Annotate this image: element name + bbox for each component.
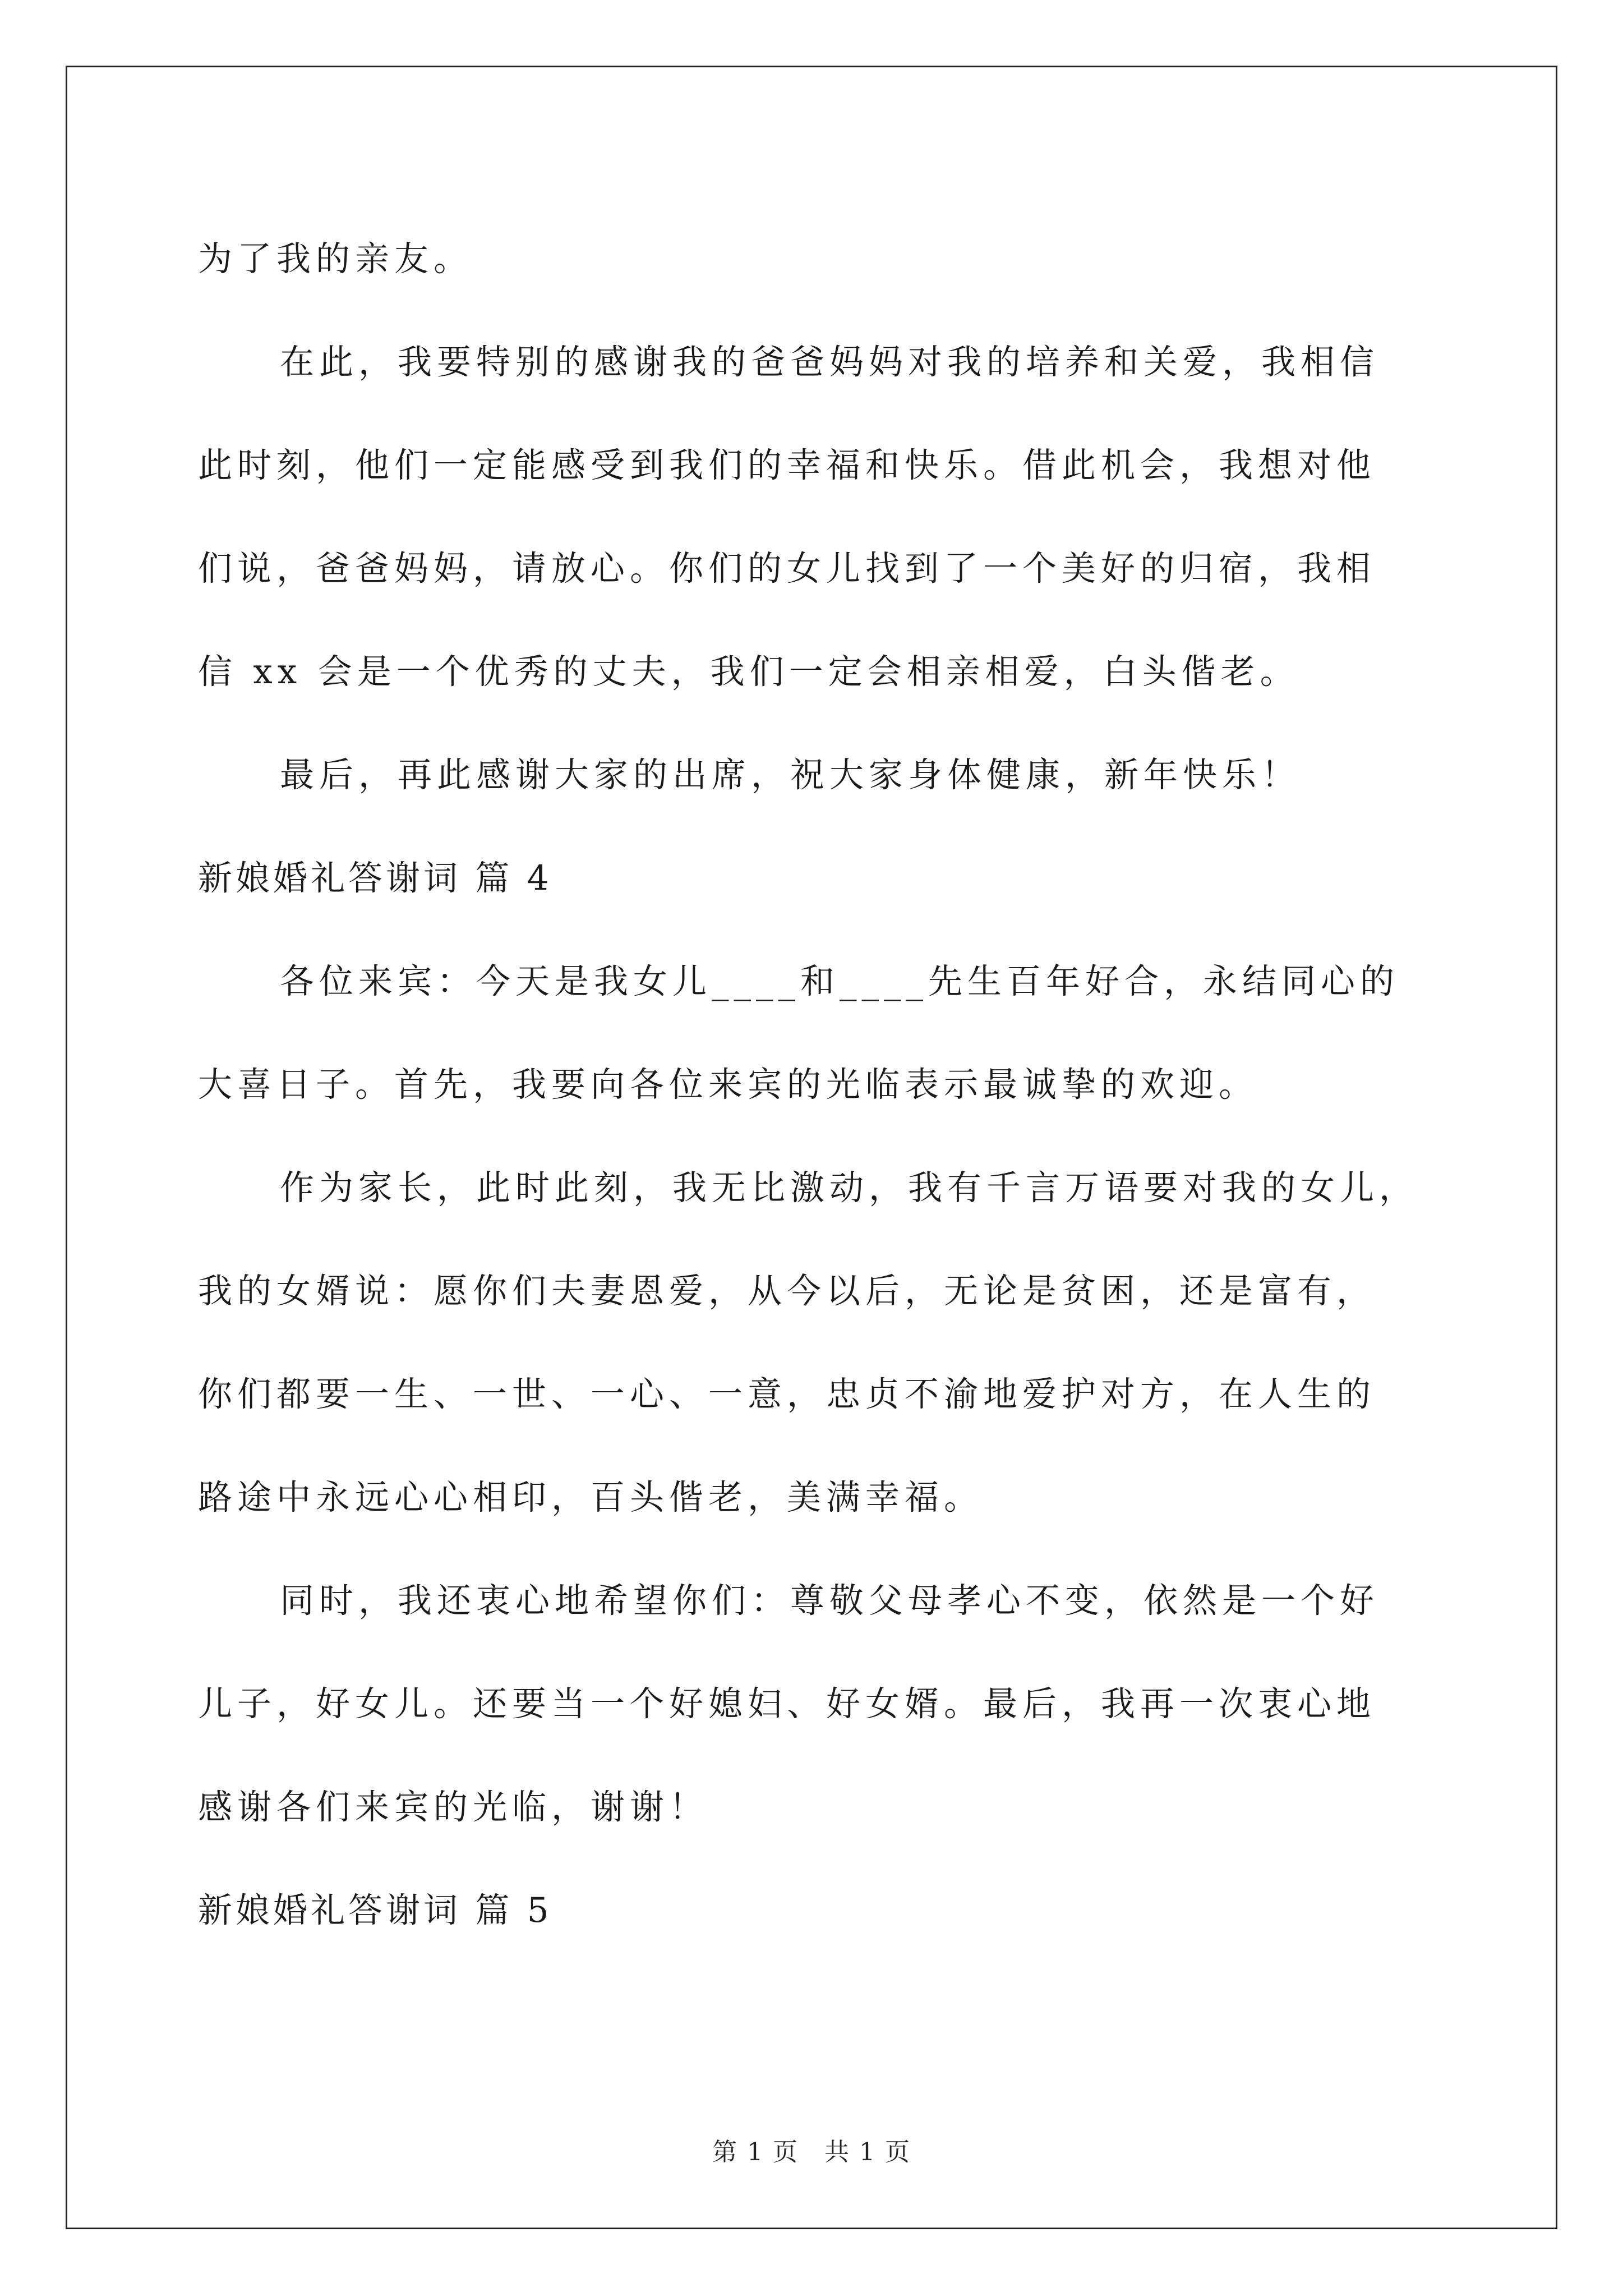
text-line: 路途中永远心心相印，百头偕老，美满幸福。 bbox=[198, 1478, 984, 1517]
text-line: 我的女婿说：愿你们夫妻恩爱，从今以后，无论是贫困，还是富有， bbox=[198, 1271, 1376, 1311]
section-heading: 新娘婚礼答谢词 篇 5 bbox=[198, 1890, 552, 1930]
section-heading: 新娘婚礼答谢词 篇 4 bbox=[198, 858, 552, 898]
text-line: 此时刻，他们一定能感受到我们的幸福和快乐。借此机会，我想对他 bbox=[198, 445, 1376, 485]
text-line: 你们都要一生、一世、一心、一意，忠贞不渝地爱护对方，在人生的 bbox=[198, 1374, 1376, 1414]
text-line: 各位来宾：今天是我女儿____和____先生百年好合，永结同心的 bbox=[280, 961, 1400, 1001]
text-line: 在此，我要特别的感谢我的爸爸妈妈对我的培养和关爱，我相信 bbox=[280, 342, 1380, 382]
text-line: 为了我的亲友。 bbox=[198, 239, 473, 279]
text-line: 大喜日子。首先，我要向各位来宾的光临表示最诚挚的欢迎。 bbox=[198, 1065, 1258, 1105]
text-line: 最后，再此感谢大家的出席，祝大家身体健康，新年快乐！ bbox=[280, 755, 1301, 795]
text-line: 们说，爸爸妈妈，请放心。你们的女儿找到了一个美好的归宿，我相 bbox=[198, 549, 1376, 588]
text-line: 作为家长，此时此刻，我无比激动，我有千言万语要对我的女儿， bbox=[280, 1168, 1419, 1208]
page-footer: 第 1 页 共 1 页 bbox=[712, 2138, 911, 2166]
text-line: 儿子，好女儿。还要当一个好媳妇、好女婿。最后，我再一次衷心地 bbox=[198, 1684, 1376, 1724]
document-body bbox=[198, 208, 1432, 1962]
text-line: 同时，我还衷心地希望你们：尊敬父母孝心不变，依然是一个好 bbox=[280, 1581, 1380, 1621]
text-line: 信 xx 会是一个优秀的丈夫，我们一定会相亲相爱，白头偕老。 bbox=[198, 652, 1299, 692]
text-line: 感谢各们来宾的光临，谢谢！ bbox=[198, 1787, 709, 1827]
